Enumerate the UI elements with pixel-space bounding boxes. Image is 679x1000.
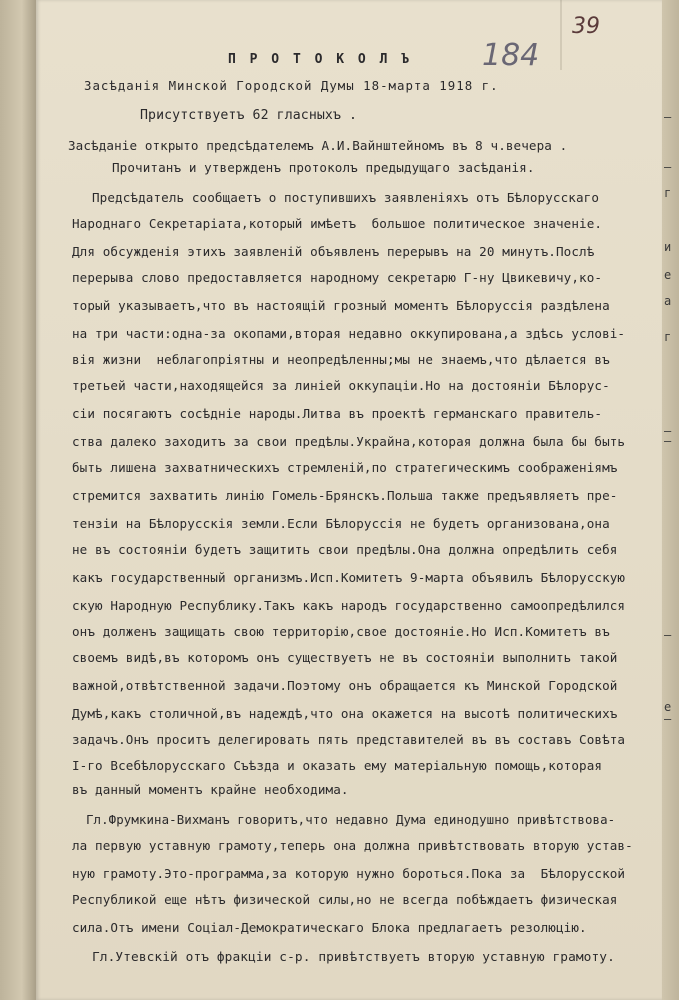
text-line: какъ государственный организмъ.Исп.Комитетъ 9-марта объявилъ Бѣлорусскую: [72, 570, 626, 585]
text-line: онъ долженъ защищать свою территорію,свое достояніе.Но Исп.Комитетъ въ: [72, 624, 610, 639]
text-line: перерыва слово предоставляется народному секретарю Г-ну Цвикевичу,ко-: [72, 270, 603, 285]
text-line: задачъ.Онъ проситъ делегировать пять представителей въ въ составъ Совѣта: [72, 732, 626, 747]
document-title: П Р О Т О К О Л Ъ: [228, 52, 413, 67]
text-line: І-го Всебѣлорусскаго Съѣзда и оказать ему матеріальную помощь,которая: [72, 758, 603, 773]
sheet-number: 184: [482, 38, 540, 73]
margin-mark: –: [664, 628, 672, 642]
text-line: быть лишена захватническихъ стремленій,по стратегическимъ соображеніямъ: [72, 460, 618, 475]
margin-mark: г: [664, 330, 672, 344]
margin-mark: г: [664, 186, 672, 200]
paper-fold: [560, 0, 562, 70]
text-line: третьей части,находящейся за линіей оккупаціи.Но на достояніи Бѣлорус-: [72, 378, 610, 393]
binding-edge: [662, 0, 679, 1000]
margin-mark: а: [664, 294, 672, 308]
text-line: Думѣ,какъ столичной,въ надеждѣ,что она окажется на высотѣ политическихъ: [72, 706, 618, 721]
margin-mark: –: [664, 160, 672, 174]
margin-mark: –: [664, 110, 672, 124]
text-line: ную грамоту.Это-программа,за которую нужно бороться.Пока за Бѣлорусской: [72, 866, 626, 881]
text-line: въ данный моментъ крайне необходима.: [72, 782, 349, 797]
text-line: на три части:одна-за окопами,вторая недавно оккупирована,а здѣсь услові-: [72, 326, 626, 341]
text-line: ла первую уставную грамоту,теперь она должна привѣтствовать вторую устав-: [72, 838, 633, 853]
text-line: Засѣданіе открыто предсѣдателемъ А.И.Вайнштейномъ въ 8 ч.вечера .: [68, 138, 568, 153]
text-line: скую Народную Республику.Такъ какъ народъ государственно самоопредѣлился: [72, 598, 626, 613]
margin-mark: –: [664, 434, 672, 448]
text-line: тензіи на Бѣлорусскія земли.Если Бѣлоруссія не будетъ организована,она: [72, 516, 610, 531]
text-line: Гл.Фрумкина-Вихманъ говоритъ,что недавно Дума единодушно привѣтствова-: [86, 812, 616, 827]
margin-mark: –: [664, 424, 672, 438]
text-line: торый указываетъ,что въ настоящій грозный моментъ Бѣлоруссія раздѣлена: [72, 298, 610, 313]
adjacent-page-edge: [0, 0, 36, 1000]
text-line: вія жизни неблагопріятны и неопредѣленны;мы не знаемъ,что дѣлается въ: [72, 352, 610, 367]
archive-number: 39: [572, 14, 600, 39]
text-line: не въ состояніи будетъ защитить свои предѣлы.Она должна опредѣлить себя: [72, 542, 618, 557]
margin-mark: е: [664, 268, 672, 282]
text-line: сіи посягаютъ сосѣдніе народы.Литва въ проектѣ германскаго правитель-: [72, 406, 603, 421]
text-line: Гл.Утевскій отъ фракціи с-р. привѣтствуетъ вторую уставную грамоту.: [92, 950, 615, 965]
text-line: важной,отвѣтственной задачи.Поэтому онъ обращается къ Минской Городской: [72, 678, 618, 693]
text-line: Народнаго Секретаріата,который имѣетъ большое политическое значеніе.: [72, 216, 603, 231]
margin-mark: и: [664, 240, 672, 254]
margin-mark: –: [664, 712, 672, 726]
text-line: Для обсужденія этихъ заявленій объявленъ перерывъ на 20 минутъ.Послѣ: [72, 244, 595, 259]
text-line: Предсѣдатель сообщаетъ о поступившихъ заявленіяхъ отъ Бѣлорусскаго: [92, 190, 600, 205]
margin-mark: е: [664, 700, 672, 714]
text-line: Прочитанъ и утвержденъ протоколъ предыдущаго засѣданія.: [112, 160, 535, 175]
text-line: Присутствуетъ 62 гласныхъ .: [140, 108, 358, 123]
text-line: ства далеко заходитъ за свои предѣлы.Украйна,которая должна была бы быть: [72, 434, 626, 449]
text-line: Республикой еще нѣтъ физической силы,но не всегда побѣждаетъ физическая: [72, 892, 618, 907]
document-heading: Засѣданія Минской Городской Думы 18-марта 1918 г.: [84, 78, 499, 93]
text-line: стремится захватить линію Гомель-Брянскъ.Польша также предъявляетъ пре-: [72, 488, 618, 503]
text-line: своемъ видѣ,въ которомъ онъ существуетъ не въ состояніи выполнить такой: [72, 650, 618, 665]
text-line: сила.Отъ имени Соціал-Демократическаго Блока предлагаетъ резолюцію.: [72, 920, 587, 935]
